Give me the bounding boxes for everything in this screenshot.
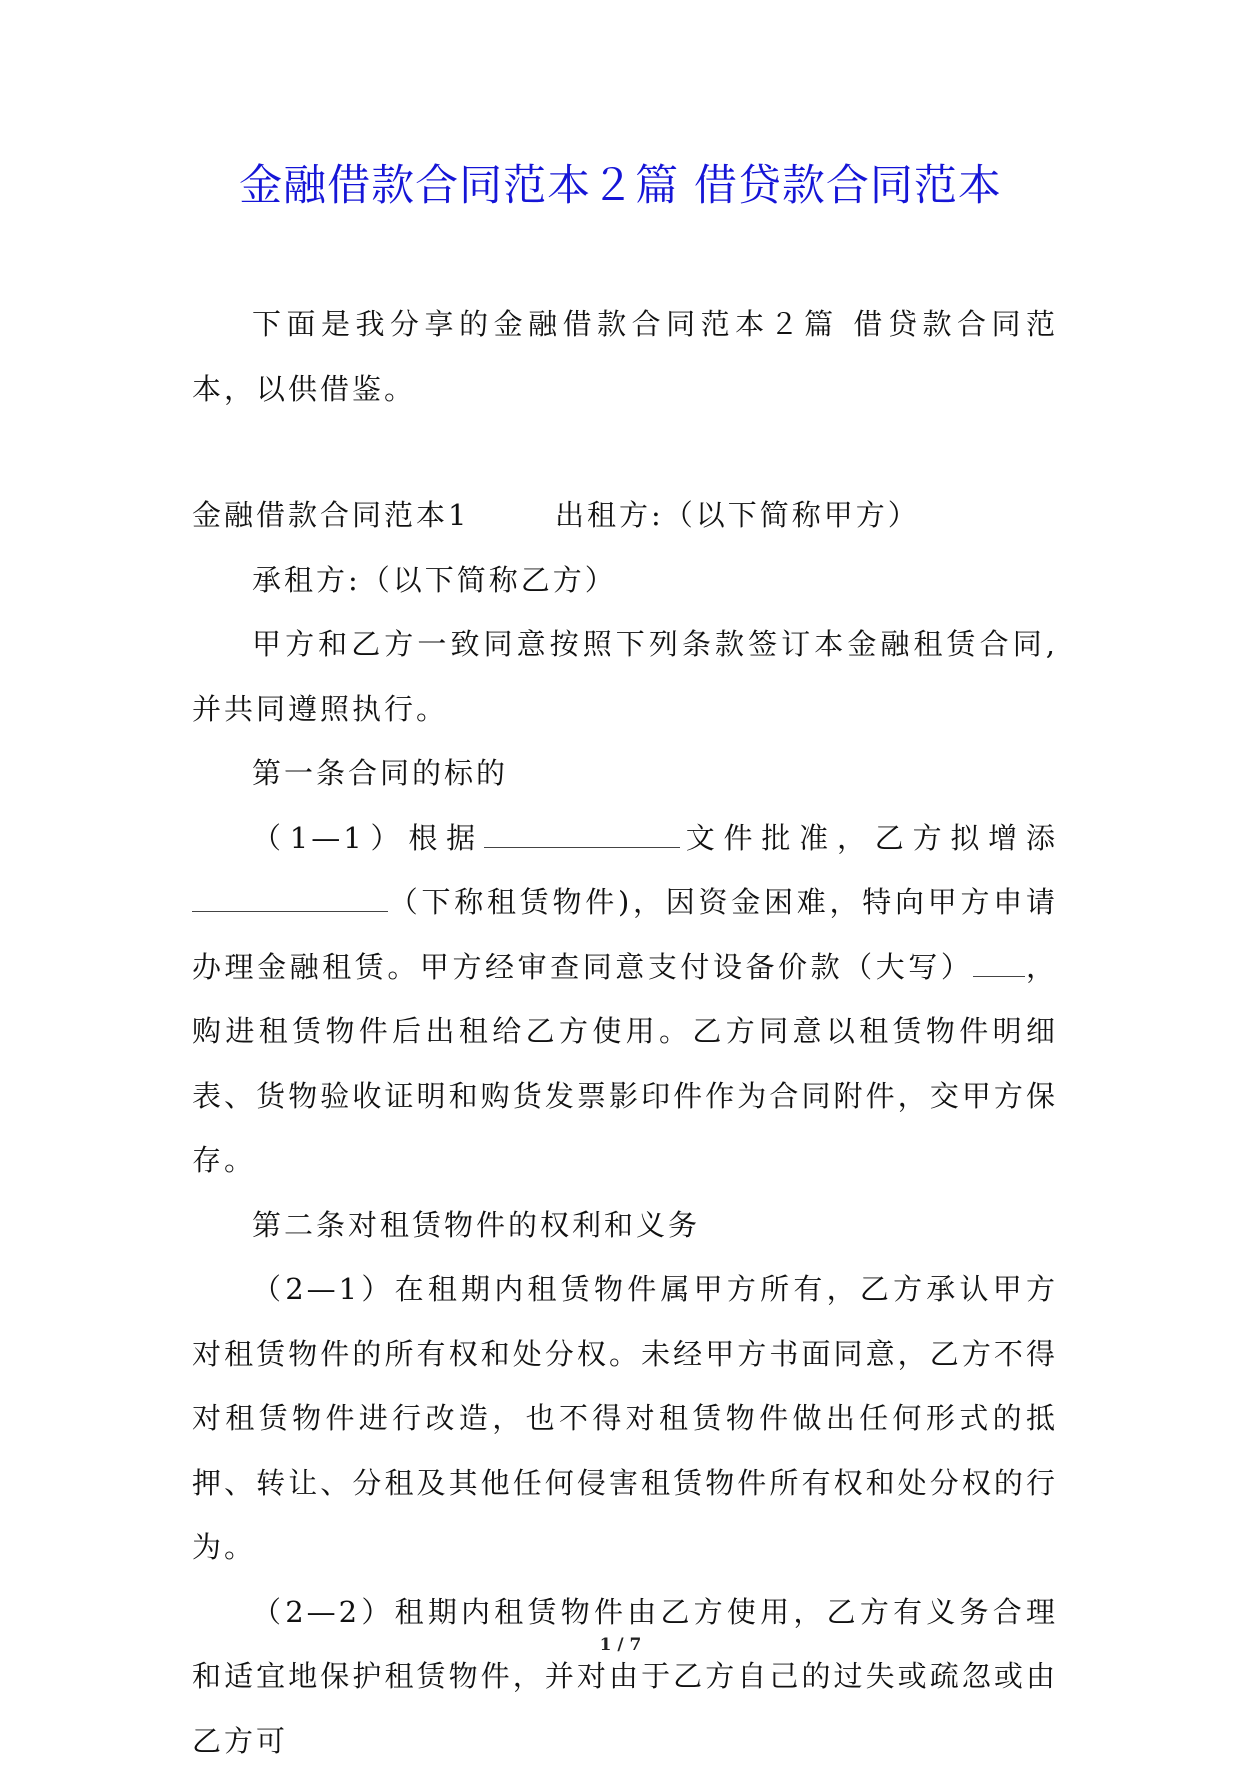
section-heading-line bbox=[192, 483, 1058, 548]
clause-2-2: （2—2）租期内租赁物件由乙方使用，乙方有义务合理和适宜地保护租赁物件，并对由于乙方自己的过失或疏忽或由乙方可 bbox=[192, 1580, 1058, 1773]
page-title: 金融借款合同范本２篇 借贷款合同范本 bbox=[0, 152, 1241, 213]
blank-field bbox=[192, 883, 388, 912]
lessor-line: 出租方:（以下简称甲方） bbox=[555, 498, 920, 532]
article1-title: 第一条合同的标的 bbox=[192, 741, 1058, 806]
clause-1-1-part1: （1—1）根据 bbox=[252, 821, 484, 855]
clause-2-1: （2—1）在租期内租赁物件属甲方所有，乙方承认甲方对租赁物件的所有权和处分权。未经甲方书面同意，乙方不得对租赁物件进行改造，也不得对租赁物件做出任何形式的抵押、转让、分租及其他任何侵害租赁物件所有权和处分权的行为。 bbox=[192, 1257, 1058, 1580]
document-body bbox=[192, 292, 1058, 1773]
intro-paragraph: 下面是我分享的金融借款合同范本２篇 借贷款合同范本，以供借鉴。 bbox=[192, 292, 1058, 421]
blank-field bbox=[973, 948, 1025, 977]
blank-field bbox=[484, 819, 680, 848]
page-number: 1 / 7 bbox=[0, 1635, 1241, 1655]
clause-1-1-part3: （下称租赁物件)，因资金困难，特向甲方申请办理金融租赁。甲方经审查同意支付设备价款（大写） bbox=[192, 885, 1058, 984]
article2-title: 第二条对租赁物件的权利和义务 bbox=[192, 1193, 1058, 1258]
clause-1-1-part2: 文件批准，乙方拟增添 bbox=[680, 821, 1058, 855]
lessee-line: 承租方:（以下简称乙方） bbox=[192, 548, 1058, 613]
agreement-paragraph: 甲方和乙方一致同意按照下列条款签订本金融租赁合同,并共同遵照执行。 bbox=[192, 612, 1058, 741]
clause-1-1 bbox=[192, 806, 1058, 1193]
section-heading: 金融借款合同范本1 bbox=[192, 498, 469, 532]
clause-1-1-part4: ，购进租赁物件后出租给乙方使用。乙方同意以租赁物件明细表、货物验收证明和购货发票影印件作为合同附件，交甲方保存。 bbox=[192, 950, 1058, 1178]
